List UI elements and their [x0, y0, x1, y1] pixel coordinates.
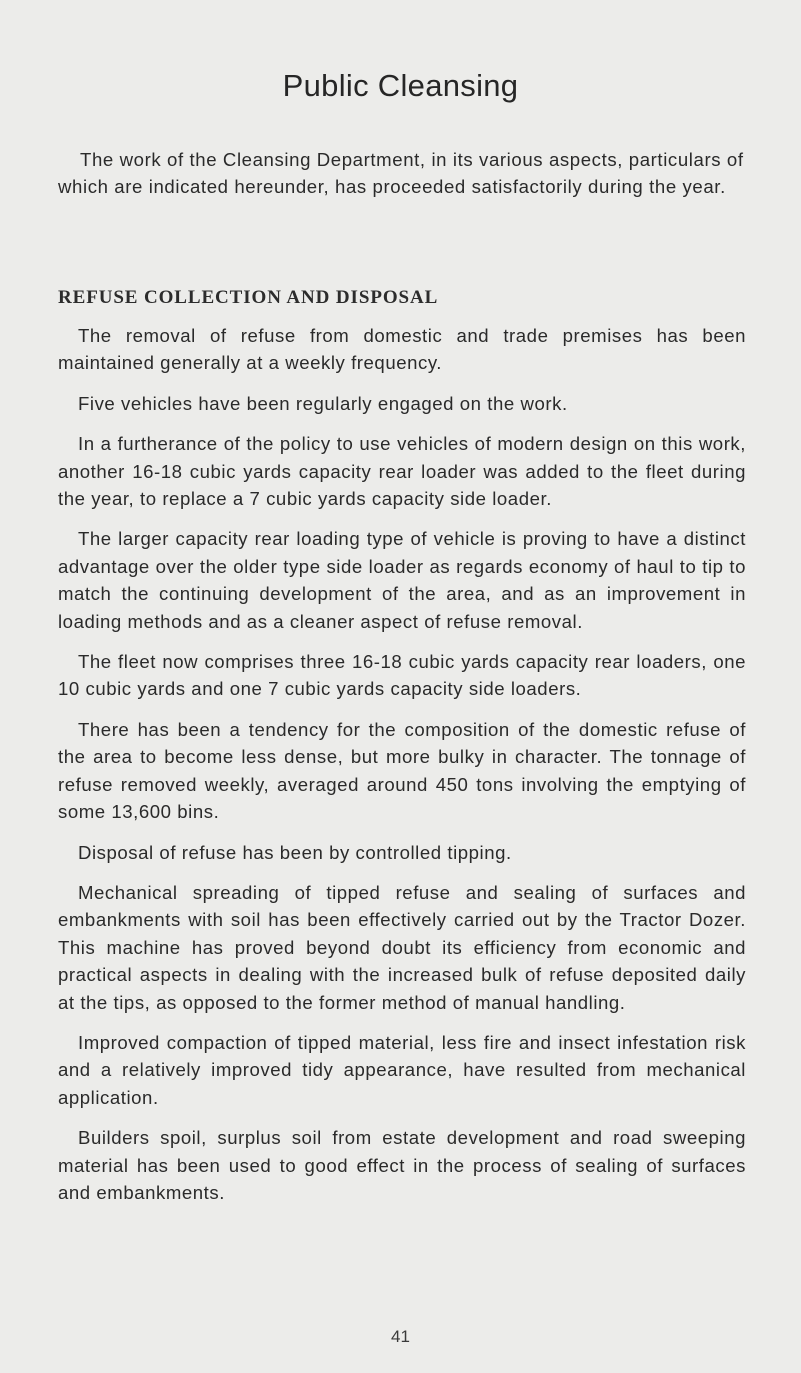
paragraph: Disposal of refuse has been by controlled tipping.: [78, 841, 512, 863]
paragraph: Five vehicles have been regularly engaged on the work.: [78, 392, 568, 414]
paragraph: The larger capacity rear loading type of vehicle is proving to have a distinct advantage over the older type side loader as regards economy of haul to tip to match the continuing development of the area, and as an improvement in loading methods and as a cleaner aspect of refuse removal.: [58, 528, 746, 632]
page-number: 41: [391, 1327, 410, 1346]
paragraph: There has been a tendency for the composition of the domestic refuse of the area to become less dense, but more bulky in character. The tonnage of refuse removed weekly, averaged around 450 tons involving the emptying of some 13,600 bins.: [58, 718, 746, 823]
paragraph: The fleet now comprises three 16-18 cubic yards capacity rear loaders, one 10 cubic yards and one 7 cubic yards capacity side loaders.: [58, 651, 746, 700]
section-body: [58, 322, 746, 1219]
paragraph: Improved compaction of tipped material, less fire and insect infestation risk and a relatively improved tidy appearance, have resulted from mechanical application.: [58, 1031, 746, 1108]
section-heading: REFUSE COLLECTION AND DISPOSAL: [58, 287, 439, 308]
paragraph: Mechanical spreading of tipped refuse and sealing of surfaces and embankments with soil has been effectively carried out by the Tractor Dozer. This machine has proved beyond doubt its efficiency from economic and practical aspects in dealing with the increased bulk of refuse deposited daily at the tips, as opposed to the former method of manual handling.: [58, 881, 746, 1013]
paragraph: The removal of refuse from domestic and trade premises has been maintained generally at a weekly frequency.: [58, 325, 746, 374]
intro-paragraph: [58, 146, 748, 200]
page-title: Public Cleansing: [282, 68, 519, 103]
paragraph: In a furtherance of the policy to use vehicles of modern design on this work, another 16-18 cubic yards capacity rear loader was added to the fleet during the year, to replace a 7 cubic yards capacity side loader.: [58, 433, 746, 510]
paragraph: Builders spoil, surplus soil from estate development and road sweeping material has been used to good effect in the process of sealing of surfaces and embankments.: [58, 1127, 746, 1203]
intro-text: The work of the Cleansing Department, in its various aspects, particulars of which are indicated hereunder, has proceeded satisfactorily during the year.: [58, 149, 744, 197]
